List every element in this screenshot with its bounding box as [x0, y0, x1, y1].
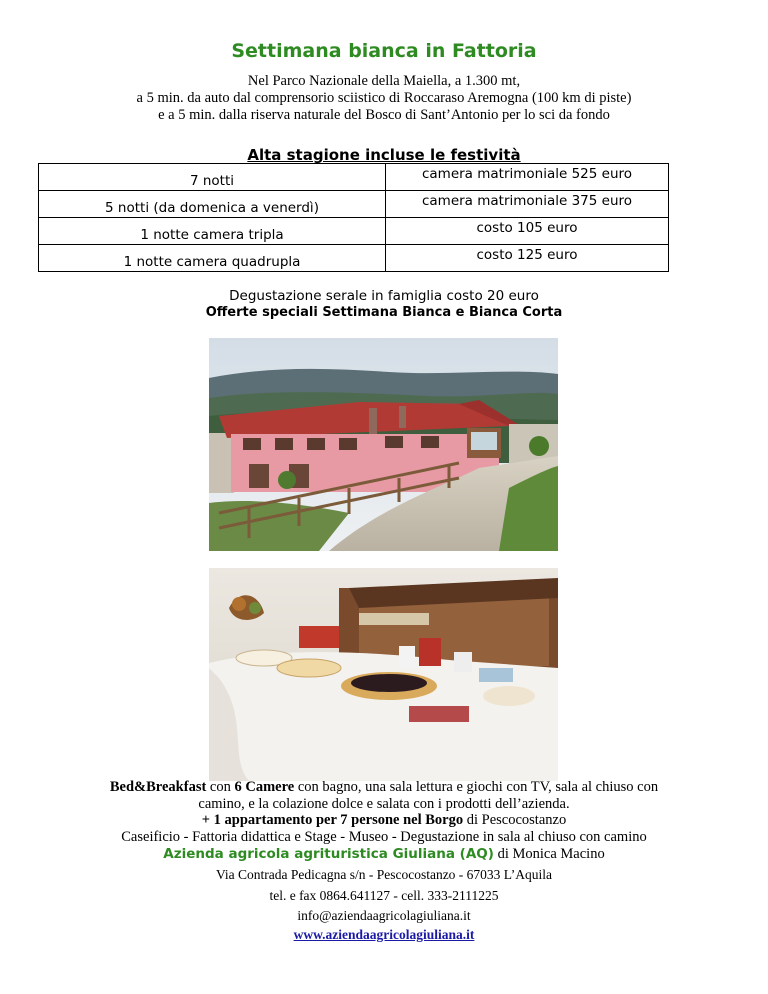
intro-line: e a 5 min. dalla riserva naturale del Bosco di Sant’Antonio per lo sci da fondo — [158, 107, 610, 123]
stay-cell: 7 notti — [39, 164, 386, 191]
price-table — [38, 163, 669, 272]
stay-cell: 5 notti (da domenica a venerdì) — [39, 191, 386, 218]
stay-cell: 1 notte camera quadrupla — [39, 245, 386, 272]
rooms-label: 6 Camere — [234, 779, 295, 795]
table-row — [39, 164, 669, 191]
company-line — [0, 846, 768, 863]
description-text: con bagno, una sala lettura e giochi con TV, sala al chiuso con — [294, 779, 659, 795]
description-line: camino, e la colazione dolce e salata con i prodotti dell’azienda. — [198, 795, 570, 812]
company-name: Azienda agricola agrituristica Giuliana (AQ) — [163, 846, 494, 862]
phone-text: tel. e fax 0864.641127 - cell. 333-2111225 — [269, 888, 499, 903]
owner-name: di Monica Macino — [493, 846, 605, 862]
breakfast-photo — [209, 568, 558, 781]
table-row — [39, 245, 669, 272]
apartment-label: + 1 appartamento per 7 persone nel Borgo — [201, 812, 464, 828]
farmhouse-photo — [209, 338, 558, 551]
description-line — [0, 812, 768, 829]
price-cell: camera matrimoniale 525 euro — [386, 164, 669, 191]
description-line: Caseificio - Fattoria didattica e Stage - Museo - Degustazione in sala al chiuso con camino — [121, 828, 647, 845]
website — [0, 927, 768, 943]
table-row — [39, 191, 669, 218]
page-title: Settimana bianca in Fattoria — [231, 40, 537, 62]
price-cell: camera matrimoniale 375 euro — [386, 191, 669, 218]
intro-line: a 5 min. da auto dal comprensorio sciistico di Roccaraso Aremogna (100 km di piste) — [136, 90, 632, 106]
intro-line: Nel Parco Nazionale della Maiella, a 1.300 mt, — [247, 73, 521, 89]
season-title: Alta stagione incluse le festività — [247, 146, 521, 164]
description-text: con — [206, 779, 235, 795]
description-line — [0, 779, 768, 796]
description-text: di Pescocostanzo — [463, 812, 567, 828]
bb-label: Bed&Breakfast — [109, 779, 207, 795]
intro-text — [0, 73, 768, 124]
table-row — [39, 218, 669, 245]
price-cell: costo 125 euro — [386, 245, 669, 272]
stay-cell: 1 notte camera tripla — [39, 218, 386, 245]
offers-text: Offerte speciali Settimana Bianca e Bianca Corta — [205, 305, 563, 320]
address-text: Via Contrada Pedicagna s/n - Pescocostanzo - 67033 L’Aquila — [215, 867, 553, 882]
description — [0, 779, 768, 845]
website-link[interactable]: www.aziendaagricolagiuliana.it — [293, 927, 475, 942]
contact-info — [0, 864, 768, 906]
price-cell: costo 105 euro — [386, 218, 669, 245]
tasting-text: Degustazione serale in famiglia costo 20 euro — [229, 288, 539, 304]
email-text: info@aziendaagricolagiuliana.it — [297, 908, 471, 923]
